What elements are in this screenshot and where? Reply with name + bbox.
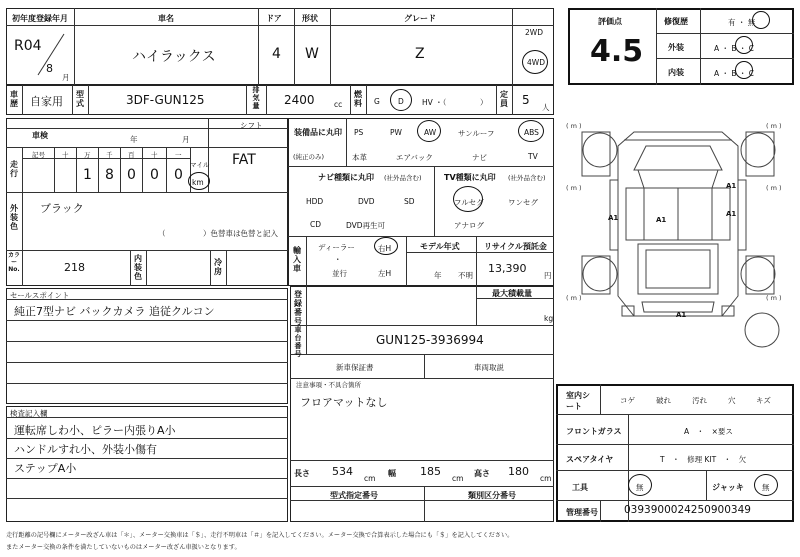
digit-header-1: 万 <box>84 151 91 159</box>
svg-text:( m ): ( m ) <box>566 122 582 130</box>
notes-label: 注意事項・不具合箇所 <box>296 381 361 389</box>
digit-header-0: 十 <box>62 151 69 159</box>
warranty-label: 新車保証書 <box>336 363 374 372</box>
equip-navi: ナビ <box>472 153 487 162</box>
grade: Z <box>415 46 425 62</box>
chassis-value: GUN125-3936994 <box>376 333 484 347</box>
max-load-kg: kg <box>544 314 554 323</box>
equip-abs: ABS <box>524 128 539 137</box>
mileage-sign-label: 記号 <box>32 151 45 159</box>
sheet-opt-2: 汚れ <box>692 396 707 405</box>
km-label: km <box>192 178 204 187</box>
digit-header-5: 一 <box>175 151 182 159</box>
interior-opts: A ・ B ・ C <box>714 69 755 78</box>
interior-color-label: 内装色 <box>134 254 142 281</box>
navi-sd: SD <box>404 197 415 206</box>
navi-dvd-play: DVD再生可 <box>346 221 386 230</box>
model-year-unknown: 不明 <box>458 271 473 280</box>
tv-oneseg: ワンセグ <box>508 198 538 207</box>
equip-airbag: エアバック <box>396 153 433 162</box>
recycle-label: リサイクル預託金 <box>484 242 547 251</box>
model-year-label: モデル年式 <box>420 242 460 251</box>
drive-2wd: 2WD <box>525 28 543 37</box>
recycle-value: 13,390 <box>488 262 527 275</box>
equipment-title: 装備品に丸印 <box>294 128 342 137</box>
glass-label: フロントガラス <box>566 427 622 436</box>
inspection-year-unit: 年 <box>130 135 138 144</box>
mile-label: マイル <box>190 161 210 169</box>
navi-dvd: DVD <box>358 197 375 206</box>
tv-title: TV種類に丸印 <box>444 173 496 182</box>
shape-label: 形状 <box>302 14 318 23</box>
notes-value: フロアマットなし <box>300 396 388 409</box>
car-name: ハイラックス <box>132 49 216 65</box>
capacity-label: 定員 <box>500 90 508 108</box>
sheet-opt-0: コゲ <box>620 396 635 405</box>
inspection-label: 車検 <box>32 131 48 140</box>
sheet-opt-1: 破れ <box>656 396 671 405</box>
tv-fullseg-circle <box>453 186 483 212</box>
length-value: 534 <box>332 465 353 478</box>
svg-text:( m ): ( m ) <box>766 122 782 130</box>
navi-sub: (社外品含む) <box>384 174 422 182</box>
digit-header-2: 千 <box>106 151 113 159</box>
import-right-h: 右H <box>378 244 392 253</box>
ac-label: 冷房 <box>214 258 222 276</box>
length-label: 長さ <box>294 469 310 478</box>
damage-mark-3: A1 <box>656 216 667 224</box>
width-label: 幅 <box>388 469 396 478</box>
interior-label: 内装 <box>668 68 684 77</box>
manual-label: 車両取説 <box>474 363 504 372</box>
inspector-line-1: ハンドルすれ小、外装小傷有 <box>14 443 157 456</box>
chassis-label: 車台番号 <box>294 326 302 358</box>
color-value: ブラック <box>40 202 84 215</box>
shape: W <box>305 46 319 62</box>
digit-header-4: 十 <box>151 151 158 159</box>
equip-aw: AW <box>424 128 437 137</box>
mileage-digit-5: 0 <box>174 167 183 183</box>
displacement-label: 排気量 <box>252 86 260 110</box>
sheet-opt-4: キズ <box>756 396 771 405</box>
color-label: 外装色 <box>10 204 18 231</box>
glass-opts: A ・ ×要ス <box>684 427 733 436</box>
jack-value: 無 <box>762 483 770 492</box>
equip-sunroof: サンルーフ <box>458 129 495 138</box>
grade-label: グレード <box>404 14 436 23</box>
tv-fullseg: フルセグ <box>454 198 484 207</box>
sheet-opt-3: 穴 <box>728 396 736 405</box>
mgmt-value: 0393900024250900349 <box>624 504 751 516</box>
footer-line-2: またメーター交換の条件を満たしていないものはメーター改ざん車扱いとなります。 <box>6 544 241 551</box>
car-diagram <box>562 110 794 370</box>
svg-text:( m ): ( m ) <box>566 184 582 192</box>
interior-sheet-label: 室内シート <box>566 391 590 411</box>
repair-label: 修復歴 <box>664 17 688 26</box>
car-name-label: 車名 <box>158 14 174 23</box>
equip-leather: 本革 <box>352 153 367 162</box>
repair-opts: 有 ・ 無 <box>728 18 756 27</box>
tv-analog: アナログ <box>454 221 484 230</box>
jack-label: ジャッキ <box>712 483 744 492</box>
drive-4wd: 4WD <box>527 58 545 67</box>
usage-value: 自家用 <box>30 95 63 108</box>
exterior-label: 外装 <box>668 43 684 52</box>
navi-hdd: HDD <box>306 197 324 206</box>
import-dealer: ディーラー <box>318 243 355 252</box>
tools-label: 工具 <box>572 483 588 492</box>
import-left-h: 左H <box>378 269 392 278</box>
type-no-label: 型式指定番号 <box>330 491 378 500</box>
capacity: 5 <box>522 93 530 107</box>
damage-mark-1: A1 <box>726 210 737 218</box>
jack-circle <box>754 474 778 496</box>
reg-month-unit: 月 <box>62 73 70 82</box>
equip-abs-circle <box>518 120 544 142</box>
capacity-unit: 人 <box>542 103 550 112</box>
footer-line-1: 走行距離の記号欄にメーター改ざん車は「＊」、メーター交換車は「＄」、走行不明車は「＃」を記入してください。メーター交換で合算表示した場合にも「＄」を記入してください。 <box>6 532 514 539</box>
fuel-g: G <box>374 97 380 106</box>
fuel-d: D <box>398 97 404 106</box>
shift-value: FAT <box>232 152 256 168</box>
tv-sub: (社外品含む) <box>508 174 546 182</box>
doors: 4 <box>272 46 281 62</box>
import-dot: ・ <box>334 255 342 264</box>
equip-ps: PS <box>354 128 364 137</box>
displacement: 2400 <box>284 93 315 107</box>
damage-mark-0: A1 <box>726 182 737 190</box>
score-value: 4.5 <box>590 34 644 69</box>
color-no: 218 <box>64 261 85 274</box>
mileage-digit-1: 1 <box>83 167 92 183</box>
width-cm: cm <box>452 474 464 483</box>
usage-label: 車歴 <box>10 90 18 108</box>
first-reg-label: 初年度登録年月 <box>12 14 68 23</box>
mileage-label: 走行 <box>10 160 18 178</box>
mileage-digit-3: 0 <box>127 167 136 183</box>
navi-title: ナビ種類に丸印 <box>318 173 374 182</box>
displacement-cc: cc <box>334 100 343 109</box>
km-circle <box>188 172 210 190</box>
class-no-label: 類別区分番号 <box>468 491 516 500</box>
length-cm: cm <box>364 474 376 483</box>
fuel-label: 燃料 <box>354 90 362 108</box>
sales-point-text: 純正7型ナビ バックカメラ 追従クルコン <box>14 305 215 318</box>
recycle-yen: 円 <box>544 271 552 280</box>
reg-month: 8 <box>46 62 53 75</box>
spare-label: スペアタイヤ <box>566 455 614 464</box>
equip-tv: TV <box>528 152 538 161</box>
mileage-digit-4: 0 <box>150 167 159 183</box>
import-label: 輸入車 <box>293 246 301 273</box>
reg-year: R04 <box>14 38 42 54</box>
import-right-h-circle <box>374 237 398 255</box>
digit-header-3: 百 <box>128 151 135 159</box>
tools-value: 無 <box>636 483 644 492</box>
inspection-month-unit: 月 <box>182 135 190 144</box>
model-year-unit: 年 <box>434 271 442 280</box>
exterior-circle <box>735 36 753 54</box>
equipment-sub: (純正のみ) <box>293 153 325 161</box>
reg-no-label: 登録番号 <box>294 290 302 326</box>
type-label: 型式 <box>76 90 84 108</box>
svg-text:( m ): ( m ) <box>766 294 782 302</box>
import-parallel: 並行 <box>332 269 347 278</box>
mgmt-label: 管理番号 <box>566 508 598 517</box>
repair-circle <box>752 11 770 29</box>
height-cm: cm <box>540 474 552 483</box>
width-value: 185 <box>420 465 441 478</box>
svg-text:( m ): ( m ) <box>566 294 582 302</box>
max-load-label: 最大積載量 <box>492 289 532 298</box>
inspector-line-0: 運転席しわ小、ピラー内張りA小 <box>14 424 176 437</box>
damage-mark-4: A1 <box>676 311 687 319</box>
damage-mark-2: A1 <box>608 214 619 222</box>
svg-text:( m ): ( m ) <box>766 184 782 192</box>
sales-point-label: セールスポイント <box>10 291 70 300</box>
fuel-close: ） <box>480 98 488 107</box>
exterior-opts: A ・ B ・ C <box>714 44 755 53</box>
tools-circle <box>628 474 652 496</box>
color-note: （ ）色替車は色替と記入 <box>158 229 278 238</box>
color-no-label: カラーNo. <box>8 252 21 273</box>
height-value: 180 <box>508 465 529 478</box>
model-code: 3DF-GUN125 <box>126 93 205 107</box>
fuel-d-circle <box>390 89 412 111</box>
score-label: 評価点 <box>598 17 622 26</box>
fuel-hv: HV ・（ <box>422 98 447 107</box>
navi-cd: CD <box>310 220 322 229</box>
interior-circle <box>735 61 753 79</box>
drive-4wd-circle <box>522 50 548 74</box>
mileage-digit-2: 8 <box>105 167 114 183</box>
door-label: ドア <box>266 14 282 23</box>
inspector-label: 検査記入欄 <box>10 409 48 418</box>
equip-pw: PW <box>390 128 402 137</box>
equip-aw-circle <box>417 120 441 142</box>
inspector-line-2: ステップA小 <box>14 462 77 475</box>
spare-opts: T ・ 修理 KIT ・ 欠 <box>660 455 747 464</box>
shift-label: シフト <box>240 121 263 130</box>
height-label: 高さ <box>474 469 490 478</box>
